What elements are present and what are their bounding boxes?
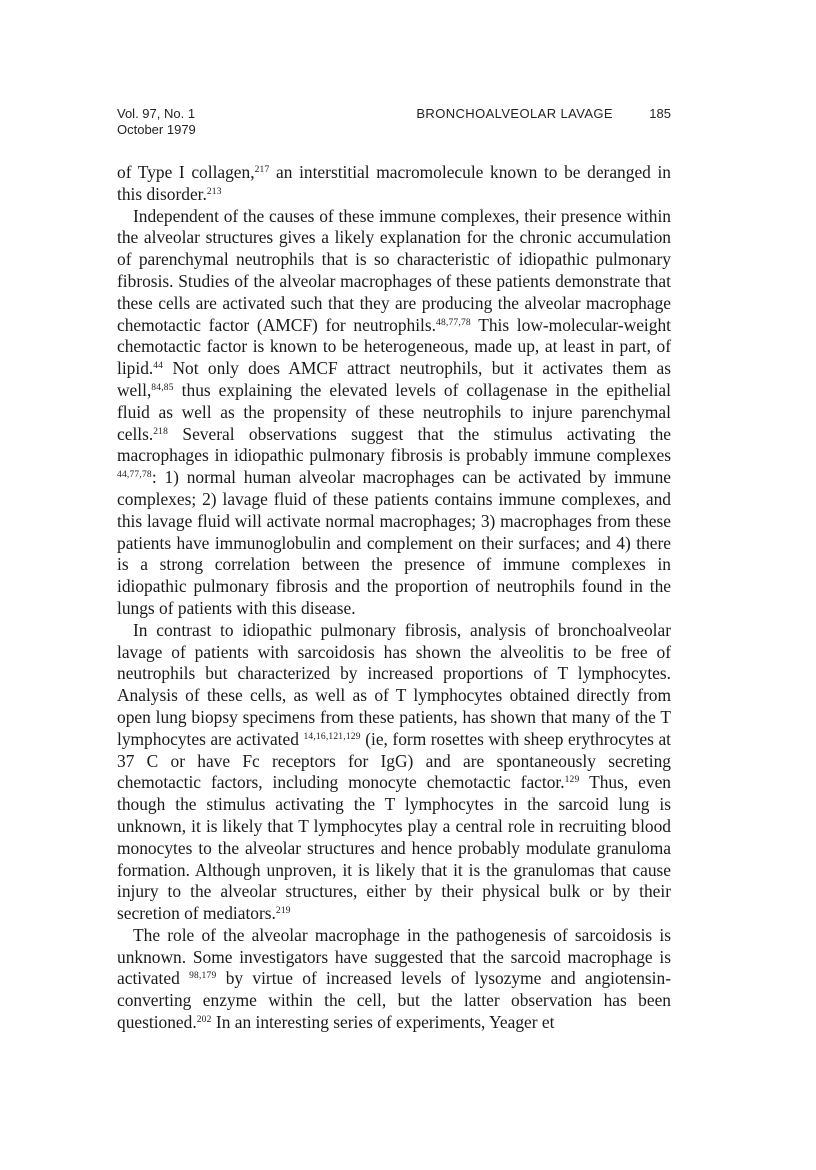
- volume-number: Vol. 97, No. 1: [117, 106, 196, 121]
- body-paragraph: [117, 206, 671, 620]
- reference-citation: 98,179: [189, 971, 217, 982]
- reference-citation: 44: [153, 361, 164, 372]
- paragraph-text: Thus, even though the stimulus activating the T lymphocytes in the sarcoid lung is unknown, it is likely that T lymphocytes play a central role in recruiting blood monocytes to the alveolar structures and hence probably modulate granuloma formation. Although unproven, it is likely that it is the granulomas that cause injury to the alveolar structures, either by their physical bulk or by their secretion of mediators.: [117, 772, 671, 924]
- paragraph-text: In an interesting series of experiments, Yeager et: [211, 1012, 555, 1033]
- running-head: [117, 106, 671, 140]
- paragraph-text: thus explaining the elevated levels of collagenase in the epithelial fluid as well as the propensity of these neutrophils to injure parenchymal cells.: [117, 379, 671, 444]
- reference-citation: 217: [254, 165, 270, 175]
- page-number: 185: [649, 106, 671, 121]
- paragraph-text: by virtue of increased levels of lysozyme and angiotensin-converting enzyme within the cell, but the latter observation has been questioned.: [117, 968, 672, 1033]
- body-paragraph: [117, 620, 671, 925]
- paragraph-text: In contrast to idiopathic pulmonary fibrosis, analysis of bronchoalveolar lavage of patients with sarcoidosis has shown the alveolitis to be free of neutrophils but characterized by increased proportions of T lymphocytes. Analysis of these cells, as well as of T lymphocytes obtained directly from open lung biopsy specimens from these patients, has shown that many of the T lymphocytes are activated: [117, 619, 671, 749]
- paragraph-text: The role of the alveolar macrophage in the pathogenesis of sarcoidosis is unknown. Some investigators have suggested that the sarcoid macrophage is activated: [117, 924, 671, 989]
- reference-citation: 218: [153, 426, 169, 437]
- reference-citation: 48,77,78: [436, 317, 471, 328]
- article-body: [117, 162, 671, 1034]
- reference-citation: 213: [206, 186, 222, 197]
- journal-issue: [117, 106, 196, 138]
- paragraph-text: (ie, form rosettes with sheep erythrocytes at 37 C or have Fc receptors for IgG) and are spontaneously secreting chemotactic factors, including monocyte chemotactic factor.: [117, 728, 672, 793]
- journal-page: [117, 106, 671, 1034]
- reference-citation: 129: [564, 775, 580, 786]
- body-paragraph: [117, 162, 671, 206]
- reference-citation: 84,85: [151, 382, 174, 393]
- running-title: BRONCHOALVEOLAR LAVAGE: [416, 106, 613, 121]
- paragraph-text: : 1) normal human alveolar macrophages can be activated by immune complexes; 2) lavage fluid of these patients contains immune complexes, and this lavage fluid will activate normal macrophages; 3) macrophages from these patients have immunoglobulin and complement on their surfaces; and 4) there is a strong correlation between the presence of immune complexes in idiopathic pulmonary fibrosis and the proportion of neutrophils found in the lungs of patients with this disease.: [117, 467, 671, 618]
- paragraph-text: Independent of the causes of these immune complexes, their presence within the alveolar structures gives a likely explanation for the chronic accumulation of parenchymal neutrophils that is so characteristic of idiopathic pulmonary fibrosis. Studies of the alveolar macrophages of these patients demonstrate that these cells are activated such that they are producing the alveolar macrophage chemotactic factor (AMCF) for neutrophils.: [117, 205, 671, 335]
- reference-citation: 44,77,78: [117, 470, 152, 481]
- reference-citation: 202: [196, 1015, 212, 1026]
- paragraph-text: Several observations suggest that the stimulus activating the macrophages in idiopathic pulmonary fibrosis is probably immune complexes: [117, 423, 671, 466]
- paragraph-text: an interstitial macromolecule known to be deranged in this disorder.: [117, 162, 671, 204]
- paragraph-text: This low-molecular-weight chemotactic factor is known to be heterogeneous, made up, at least in part, of lipid.: [117, 314, 671, 379]
- paragraph-text: of Type I collagen,: [117, 162, 255, 182]
- paragraph-text: Not only does AMCF attract neutrophils, but it activates them as well,: [117, 358, 671, 400]
- reference-citation: 14,16,121,129: [303, 731, 361, 742]
- body-paragraph: [117, 925, 671, 1034]
- reference-citation: 219: [275, 906, 291, 917]
- issue-date: October 1979: [117, 122, 196, 137]
